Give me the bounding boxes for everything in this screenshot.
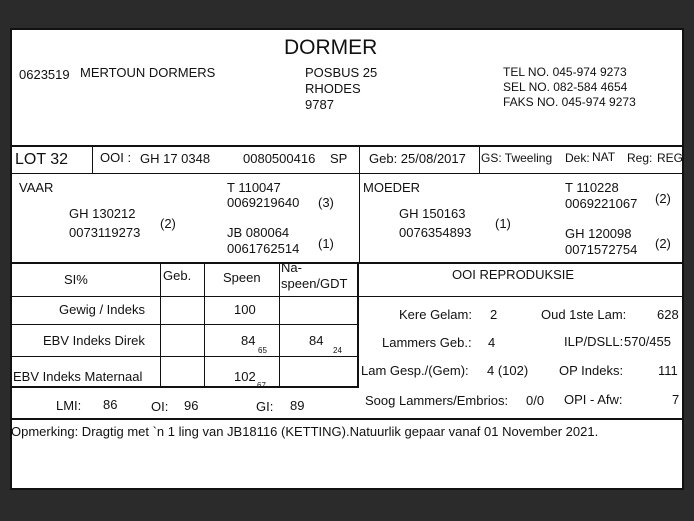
- vaar-count: (2): [160, 216, 176, 231]
- remark-text: Opmerking: Dragtig met `n 1 ling van JB18116 (KETTING).Natuurlik gepaar vanaf 01 November 2021.: [11, 424, 599, 439]
- vaar-sire-count: (3): [318, 195, 334, 210]
- table-border: [12, 386, 359, 388]
- table-border: [279, 262, 280, 386]
- naspeen-header: Na-speen/GDT: [281, 260, 348, 291]
- lmi-value: 86: [103, 397, 118, 412]
- vaar-label: VAAR: [19, 180, 54, 195]
- ooi-label: OOI :: [100, 150, 132, 165]
- moeder-count: (1): [495, 216, 511, 231]
- lot-number: LOT 32: [15, 151, 69, 168]
- opi-label: OPI - Afw:: [564, 392, 623, 407]
- kere-value: 2: [490, 307, 498, 322]
- speen-header: Speen: [223, 270, 261, 285]
- oi-label: OI:: [151, 399, 169, 414]
- soog-label: Soog Lammers/Embrios:: [365, 393, 509, 408]
- row-label-ebv-direk: EBV Indeks Direk: [43, 333, 145, 348]
- reg-label: Reg:: [627, 151, 653, 165]
- reproduksie-title: OOI REPRODUKSIE: [452, 267, 575, 282]
- vaar-sire-id: T 110047: [227, 180, 281, 195]
- ilp-value: 570/455: [624, 334, 671, 349]
- dek-value: NAT: [592, 150, 616, 164]
- vaar-dam-id: JB 080064: [227, 225, 290, 240]
- dek-label: Dek:: [565, 151, 590, 165]
- vaar-dam-count: (1): [318, 236, 334, 251]
- speen-gewig-value: 100: [234, 302, 256, 317]
- table-border: [160, 262, 161, 386]
- bottom-bar: [0, 490, 694, 521]
- speen-maternaal-sub: 67: [257, 381, 266, 390]
- speen-direk-sub: 65: [258, 346, 267, 355]
- kere-label: Kere Gelam:: [399, 307, 472, 322]
- soog-value: 0/0: [526, 393, 545, 408]
- breeder-name: DORMER: [284, 36, 378, 59]
- address-line-2: RHODES: [305, 81, 361, 96]
- moeder-dam-number: 0071572754: [565, 242, 638, 257]
- lammers-value: 4: [488, 335, 496, 350]
- table-border: [12, 324, 359, 325]
- geb-header: Geb.: [163, 268, 192, 283]
- moeder-sire-id: T 110228: [565, 180, 619, 195]
- owner-name: MERTOUN DORMERS: [80, 65, 216, 80]
- gi-label: GI:: [256, 399, 274, 414]
- oud-value: 628: [657, 307, 679, 322]
- reg-value: REG: [657, 151, 684, 165]
- moeder-dam-count: (2): [655, 236, 671, 251]
- opi-value: 7: [672, 392, 680, 407]
- naspeen-direk-value: 84: [309, 333, 324, 348]
- vaar-sire-number: 0069219640: [227, 195, 300, 210]
- divider: [359, 173, 360, 263]
- vaar-number: 0073119273: [69, 225, 141, 240]
- lmi-label: LMI:: [56, 398, 82, 413]
- oi-value: 96: [184, 398, 199, 413]
- op-label: OP Indeks:: [559, 363, 624, 378]
- oud-label: Oud 1ste Lam:: [541, 307, 627, 322]
- birth-date: Geb: 25/08/2017: [369, 151, 466, 166]
- table-border: [12, 296, 682, 297]
- divider: [479, 145, 480, 173]
- vaar-dam-number: 0061762514: [227, 241, 300, 256]
- ooi-id: GH 17 0348: [140, 151, 211, 166]
- naspeen-direk-sub: 24: [333, 346, 342, 355]
- speen-maternaal-value: 102: [234, 369, 256, 384]
- sel-number: SEL NO. 082-584 4654: [503, 80, 628, 94]
- gesp-label: Lam Gesp./(Gem):: [361, 363, 469, 378]
- owner-id: 0623519: [19, 67, 70, 82]
- moeder-label: MOEDER: [363, 180, 421, 195]
- faks-number: FAKS NO. 045-974 9273: [503, 95, 636, 109]
- divider: [92, 145, 93, 173]
- ilp-label: ILP/DSLL:: [564, 334, 624, 349]
- vaar-id: GH 130212: [69, 206, 136, 221]
- address-line-1: POSBUS 25: [305, 65, 378, 80]
- divider: [12, 173, 682, 174]
- divider: [12, 145, 682, 147]
- moeder-id: GH 150163: [399, 206, 466, 221]
- ooi-number: 0080500416: [243, 151, 316, 166]
- lammers-label: Lammers Geb.:: [382, 335, 472, 350]
- ooi-code: SP: [330, 151, 348, 166]
- op-value: 111: [658, 363, 678, 378]
- speen-direk-value: 84: [241, 333, 256, 348]
- moeder-number: 0076354893: [399, 225, 472, 240]
- moeder-dam-id: GH 120098: [565, 226, 632, 241]
- divider: [359, 145, 360, 173]
- table-border: [204, 262, 205, 386]
- catalogue-page: [10, 28, 684, 490]
- gesp-value: 4 (102): [487, 363, 529, 378]
- si-header: SI%: [64, 272, 88, 287]
- table-border: [12, 418, 682, 420]
- moeder-sire-number: 0069221067: [565, 196, 638, 211]
- gs-type: GS: Tweeling: [481, 151, 553, 165]
- table-border: [12, 356, 359, 357]
- row-label-ebv-maternaal: EBV Indeks Maternaal: [13, 369, 143, 384]
- tel-number: TEL NO. 045-974 9273: [503, 65, 627, 79]
- moeder-sire-count: (2): [655, 191, 671, 206]
- row-label-gewig: Gewig / Indeks: [59, 302, 145, 317]
- gi-value: 89: [290, 398, 305, 413]
- address-line-3: 9787: [305, 97, 334, 112]
